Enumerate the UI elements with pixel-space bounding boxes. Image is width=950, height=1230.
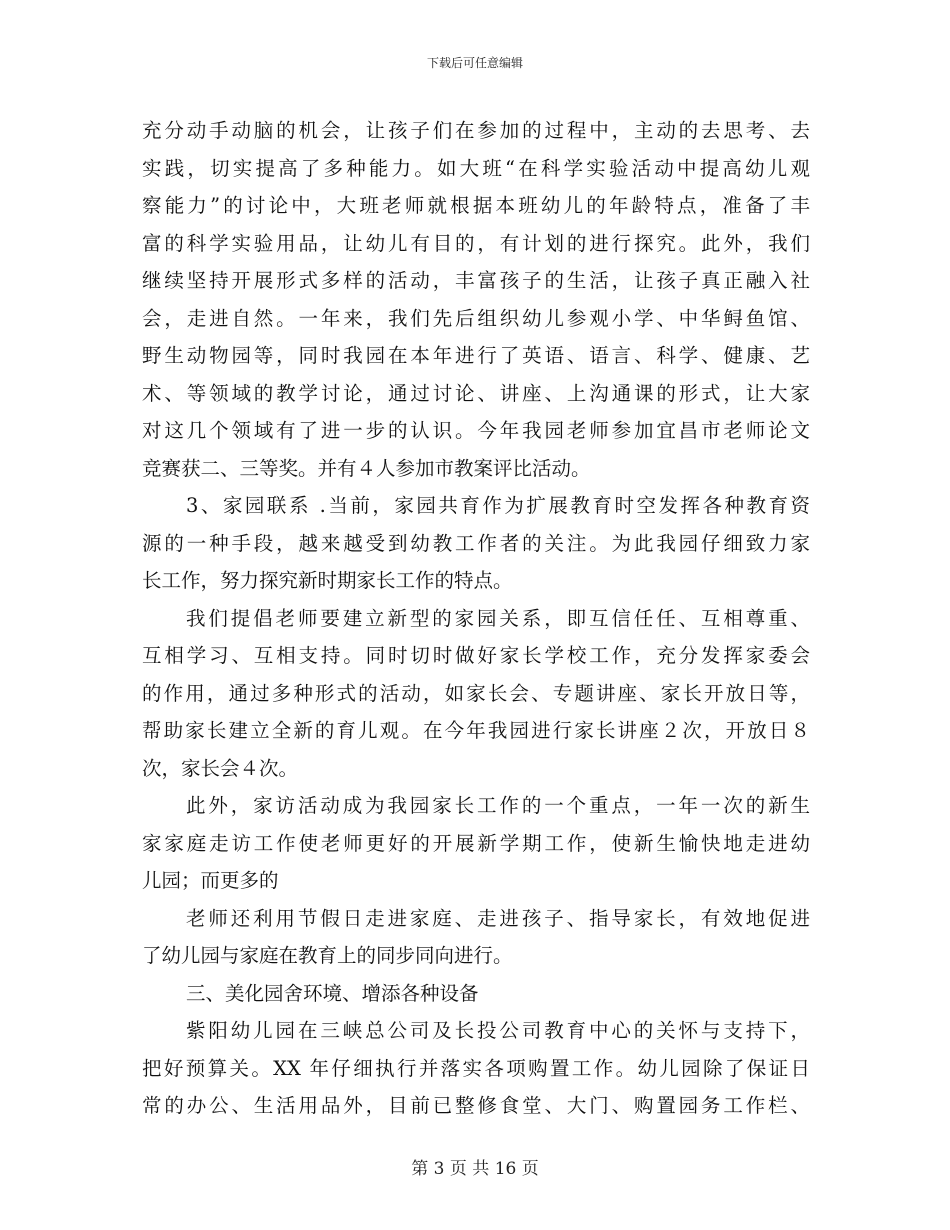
text-line: 察能力”的讨论中，大班老师就根据本班幼儿的年龄特点，准备了丰 bbox=[142, 194, 810, 217]
text-line: 野生动物园等，同时我园在本年进行了英语、语言、科学、健康、艺 bbox=[142, 344, 810, 367]
text-line: 三、美化园舍环境、增添各种设备 bbox=[186, 981, 479, 1005]
text-line: 把好预算关。XX 年仔细执行并落实各项购置工作。幼儿园除了保证日 bbox=[142, 1056, 810, 1080]
text-line: 源的一种手段，越来越受到幼教工作者的关注。为此我园仔细致力家 bbox=[142, 531, 810, 555]
text-line: 互相学习、互相支持。同时切时做好家长学校工作，充分发挥家委会 bbox=[142, 644, 810, 667]
document-body bbox=[142, 112, 810, 1125]
text-line: 继续坚持开展形式多样的活动，丰富孩子的生活，让孩子真正融入社 bbox=[142, 269, 810, 292]
text-line: 帮助家长建立全新的育儿观。在今年我园进行家长讲座２次，开放日８ bbox=[142, 719, 810, 742]
text-line: 常的办公、生活用品外，目前已整修食堂、大门、购置园务工作栏、 bbox=[142, 1094, 810, 1117]
text-line: 的作用，通过多种形式的活动，如家长会、专题讲座、家长开放日等， bbox=[142, 681, 810, 705]
text-line: 长工作，努力探究新时期家长工作的特点。 bbox=[142, 569, 513, 592]
text-line: 富的科学实验用品，让幼儿有目的，有计划的进行探究。此外，我们 bbox=[142, 231, 810, 255]
text-line: 儿园；而更多的 bbox=[142, 869, 279, 892]
text-line: 会，走进自然。一年来，我们先后组织幼儿参观小学、中华鲟鱼馆、 bbox=[142, 306, 810, 330]
text-line: 我们提倡老师要建立新型的家园关系，即互信任任、互相尊重、 bbox=[186, 606, 810, 630]
text-line: 竞赛获二、三等奖。并有４人参加市教案评比活动。 bbox=[142, 456, 591, 480]
page-header: 下载后可任意编辑 bbox=[426, 56, 523, 70]
text-line: 对这几个领域有了进一步的认识。今年我园老师参加宜昌市老师论文 bbox=[142, 419, 810, 442]
page-number-footer: 第 3 页 共 16 页 bbox=[411, 1159, 539, 1179]
text-line: 了幼儿园与家庭在教育上的同步同向进行。 bbox=[142, 944, 513, 967]
text-line: 实践，切实提高了多种能力。如大班“在科学实验活动中提高幼儿观 bbox=[142, 156, 810, 180]
text-line: 家家庭走访工作使老师更好的开展新学期工作，使新生愉快地走进幼 bbox=[142, 831, 810, 855]
text-line: 充分动手动脑的机会，让孩子们在参加的过程中，主动的去思考、去 bbox=[142, 119, 810, 142]
text-line: 此外，家访活动成为我园家长工作的一个重点，一年一次的新生 bbox=[186, 794, 810, 817]
text-line: 术、等领域的教学讨论，通过讨论、讲座、上沟通课的形式，让大家 bbox=[142, 381, 810, 405]
text-line: 紫阳幼儿园在三峡总公司及长投公司教育中心的关怀与支持下， bbox=[186, 1019, 810, 1042]
text-line: 次，家长会４次。 bbox=[142, 756, 299, 780]
text-line: 老师还利用节假日走进家庭、走进孩子、指导家长，有效地促进 bbox=[186, 906, 810, 930]
text-line: 3、家园联系 .当前，家园共育作为扩展教育时空发挥各种教育资 bbox=[186, 494, 810, 517]
